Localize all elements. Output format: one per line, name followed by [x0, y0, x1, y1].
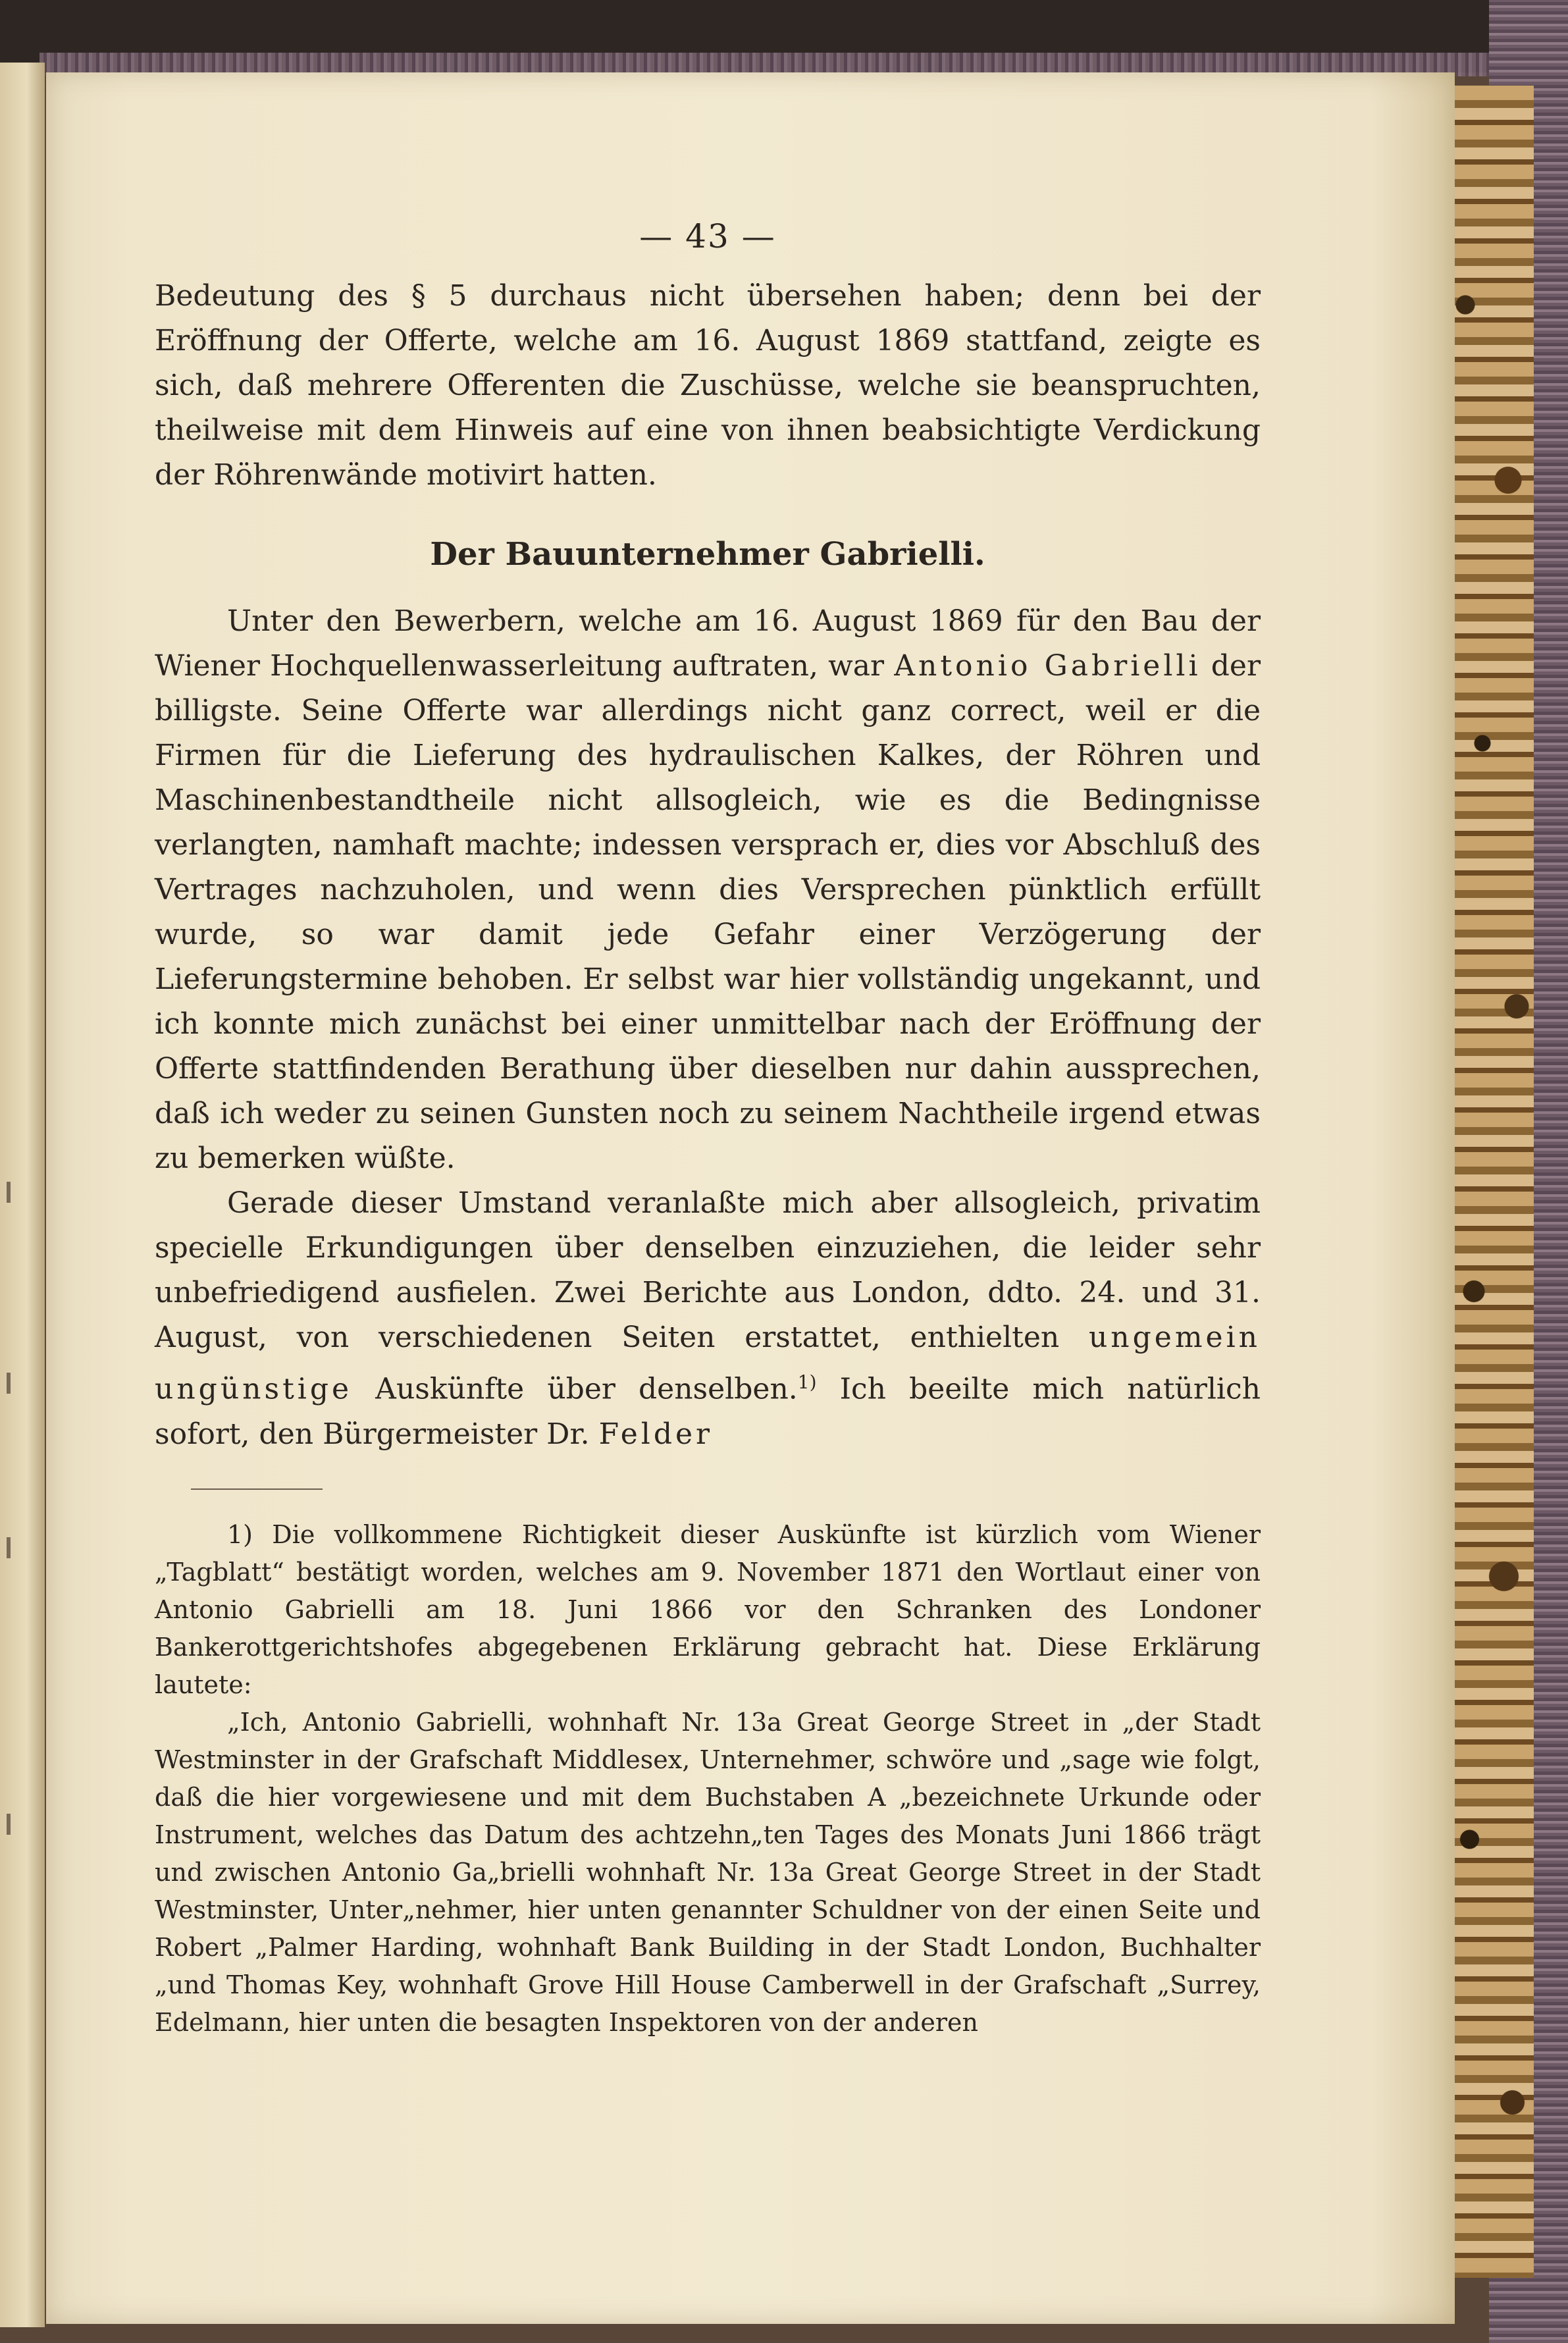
- page-number: — 43 —: [639, 217, 776, 255]
- margin-mark: [7, 1373, 11, 1394]
- footnote-text: 1) Die vollkommene Richtigkeit dieser Auskünfte ist kürzlich vom Wiener „Tagblatt“ bestätigt worden, welches am 9. November 1871 den Wortlaut einer von Antonio Gabrielli am 18. Juni 1866 vor den Schranken des Londoner Bankerottgerichtshofes abgegebenen Erklärung gebracht hat. Diese Erklärung lautete:: [155, 1519, 1261, 1699]
- paragraph-text: Ich beeilte mich natürlich sofort, den Bürgermeister Dr.: [155, 1372, 1261, 1451]
- footnote-divider: [191, 1488, 323, 1490]
- paragraph-gabrielli: [155, 599, 1261, 1181]
- paragraph-inquiries: [155, 1181, 1261, 1457]
- person-name: Felder: [598, 1417, 714, 1451]
- section-heading: Der Bauunternehmer Gabrielli.: [430, 536, 985, 573]
- emphasized-text: ungemein ungünstige: [155, 1321, 1261, 1406]
- paragraph-continuation: Bedeutung des § 5 durchaus nicht übersehen haben; denn bei der Eröffnung der Offerte, welche am 16. August 1869 stattfand, zeigte es sich, daß mehrere Offerenten die Zuschüsse, welche sie beanspruchten, theilweise mit dem Hinweis auf eine von ihnen beabsichtigte Verdickung der Röhrenwände motivirt hatten.: [155, 279, 1261, 492]
- page-text-block: [155, 217, 1261, 2041]
- book-page: [46, 72, 1455, 2324]
- margin-mark: [7, 1537, 11, 1558]
- person-name: Antonio Gabrielli: [894, 649, 1201, 683]
- footnote-reference: 1): [797, 1371, 817, 1393]
- margin-mark: [7, 1814, 11, 1835]
- paragraph-text: Unter den Bewerbern, welche am 16. August 1869 für den Bau der Wiener Hochquellenwasserleitung auftraten, war: [155, 604, 1261, 683]
- paragraph-text: Gerade dieser Umstand veranlaßte mich aber allsogleich, privatim specielle Erkundigungen über denselben einzuziehen, die leider sehr unbefriedigend ausfielen. Zwei Berichte aus London, ddto. 24. und 31. August, von verschiedenen Seiten erstattet, enthielten: [155, 1186, 1261, 1354]
- previous-page-edge: [0, 63, 45, 2327]
- footnote-quote: „Ich, Antonio Gabrielli, wohnhaft Nr. 13a Great George Street in „der Stadt Westminster in der Grafschaft Middlesex, Unternehmer, schwöre und „sage wie folgt, daß die hier vorgewiesene und mit dem Buchstaben A „bezeichnete Urkunde oder Instrument, welches das Datum des achtzehn„ten Tages des Monats Juni 1866 trägt und zwischen Antonio Ga„brielli wohnhaft Nr. 13a Great George Street in der Stadt Westminster, Unter„nehmer, hier unten genannter Schuldner von der einen Seite und Robert „Palmer Harding, wohnhaft Bank Building in der Stadt London, Buchhalter „und Thomas Key, wohnhaft Grove Hill House Camberwell in der Grafschaft „Surrey, Edelmann, hier unten die besagten Inspektoren von der anderen: [155, 1707, 1261, 2037]
- marbled-fore-edge: [1448, 86, 1534, 2278]
- paragraph-text: der billigste. Seine Offerte war allerdings nicht ganz correct, weil er die Firmen für die Lieferung des hydraulischen Kalkes, der Röhren und Maschinenbestandtheile nicht allsogleich, wie es die Bedingnisse verlangten, namhaft machte; indessen versprach er, dies vor Abschluß des Vertrages nachzuholen, und wenn dies Versprechen pünktlich erfüllt wurde, so war damit jede Gefahr einer Verzögerung der Lieferungstermine behoben. Er selbst war hier vollständig ungekannt, und ich konnte mich zunächst bei einer unmittelbar nach der Eröffnung der Offerte stattfindenden Berathung über dieselben nur dahin aussprechen, daß ich weder zu seinen Gunsten noch zu seinem Nachtheile irgend etwas zu bemerken wüßte.: [155, 649, 1261, 1175]
- paragraph-text: Auskünfte über denselben.: [352, 1372, 798, 1406]
- margin-mark: [7, 1182, 11, 1203]
